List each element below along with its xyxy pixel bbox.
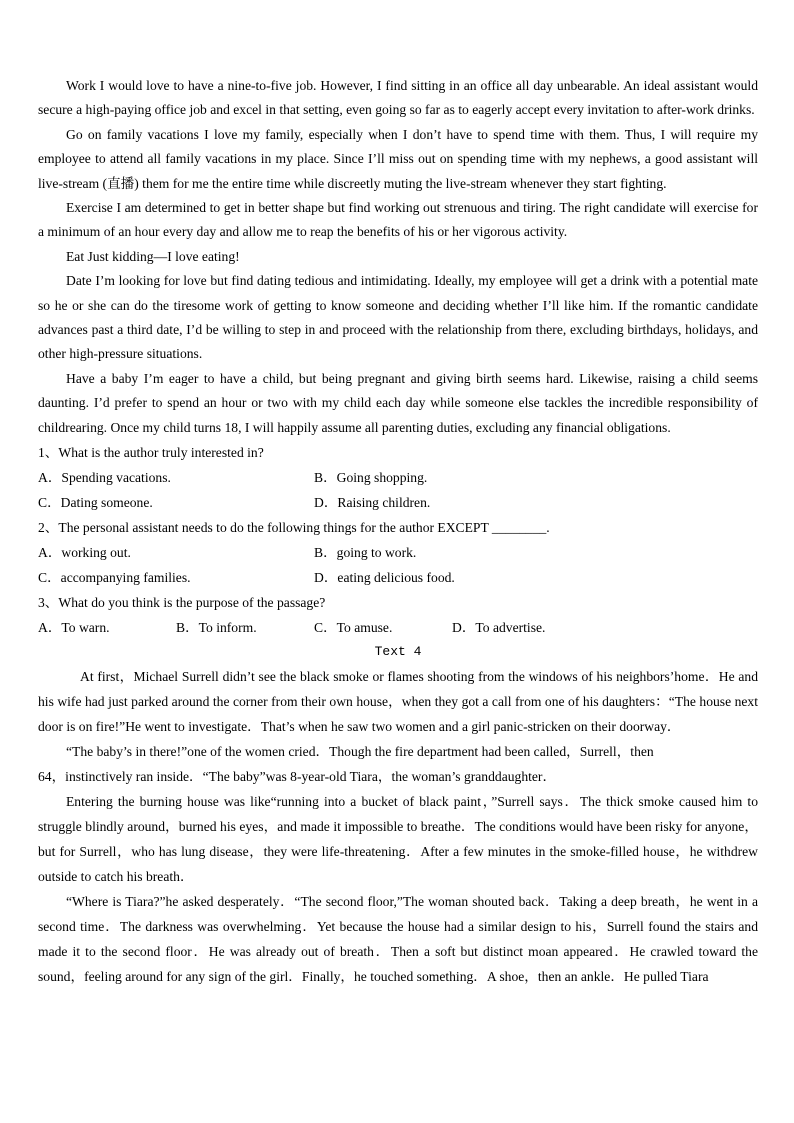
question-2-option-a: A．working out. <box>38 545 131 561</box>
question-2-option-c: C．accompanying families. <box>38 570 191 586</box>
text-4 <box>38 640 758 989</box>
text-4-paragraph-1: At first，Michael Surrell didn’t see the black smoke or flames shooting from the windows of his neighbors’home．He and his wife had just parked around the corner from their own house，when they got a call from one of his daughters：“The house next door is on fire!”He went to investigate．That’s when he saw two women and a girl panic-stricken on their doorway． <box>38 669 758 735</box>
question-2-option-b: B．going to work. <box>314 545 417 561</box>
question-3-option-d: D．To advertise. <box>452 620 546 636</box>
question-2-options-row-2 <box>38 565 758 590</box>
question-1-option-c: C．Dating someone. <box>38 495 153 511</box>
question-3-option-b: B．To inform. <box>176 620 257 636</box>
question-3-stem: 3、What do you think is the purpose of the passage? <box>38 595 326 611</box>
question-3-option-a: A．To warn. <box>38 620 110 636</box>
paragraph-work: Work I would love to have a nine-to-five job. However, I find sitting in an office all day unbearable. An ideal assistant would secure a high-paying office job and excel in that setting, even going so far as to eagerly accept every invitation to after-work drinks. <box>38 78 758 118</box>
paragraph-eat: Eat Just kidding—I love eating! <box>66 248 240 264</box>
text-4-title: Text 4 <box>374 644 422 660</box>
question-3-options-row <box>38 615 758 640</box>
document-page <box>38 74 758 989</box>
text-4-paragraph-4: Entering the burning house was like“running into a bucket of black paint，”Surrell says．The thick smoke caused him to struggle blindly around，burned his eyes，and made it impossible to breathe．The conditions would have been risky for anyone，but for Surrell，who has lung disease，they were life-threatening．After a few minutes in the smoke-filled house，he withdrew outside to catch his breath． <box>38 794 758 885</box>
question-1-option-b: B．Going shopping. <box>314 470 428 486</box>
question-1-option-d: D．Raising children. <box>314 495 431 511</box>
paragraph-baby: Have a baby I’m eager to have a child, but being pregnant and giving birth seems hard. Likewise, raising a child seems daunting. I’d prefer to spend an hour or two with my child each day while someone else tackles the incredible responsibility of childrearing. Once my child turns 18, I will happily assume all parenting duties, excluding any financial obligations. <box>38 370 758 435</box>
question-1-options-row-1 <box>38 465 758 490</box>
question-3-option-c: C．To amuse. <box>314 620 393 636</box>
question-1-options-row-2 <box>38 490 758 515</box>
paragraph-date: Date I’m looking for love but find dating tedious and intimidating. Ideally, my employee will get a drink with a potential mate so he or she can do the tiresome work of getting to know someone and deciding whether I’ll like him. If the romantic candidate advances past a third date, I’d be willing to step in and proceed with the relationship from there, excluding birthdays, holidays, and other high-pressure situations. <box>38 273 758 362</box>
text-4-paragraph-2: “The baby’s in there!”one of the women cried．Though the fire department had been called，Surrell，then <box>66 744 654 760</box>
question-2-option-d: D．eating delicious food. <box>314 570 455 586</box>
text-4-paragraph-5: “Where is Tiara?”he asked desperately．“The second floor,”The woman shouted back．Taking a deep breath，he went in a second time．The darkness was overwhelming．Yet because the house had a similar design to his，Surrell found the stairs and made it to the second floor．He was already out of breath．Then a soft but distinct moan appeared．He crawled toward the sound，feeling around for any sign of the girl．Finally，he touched something．A shoe，then an ankle．He pulled Tiara <box>38 894 758 985</box>
passage-1 <box>38 74 758 440</box>
questions <box>38 440 758 640</box>
question-2-stem: 2、The personal assistant needs to do the following things for the author EXCEPT ________. <box>38 520 550 536</box>
paragraph-exercise: Exercise I am determined to get in better shape but find working out strenuous and tiring. The right candidate will exercise for a minimum of an hour every day and allow me to reap the benefits of his or her vigorous activity. <box>38 200 758 240</box>
question-1-option-a: A．Spending vacations. <box>38 470 171 486</box>
paragraph-vacations: Go on family vacations I love my family, especially when I don’t have to spend time with them. Thus, I will require my employee to attend all family vacations in my place. Since I’ll miss out on spending time with my nephews, a good assistant will live-stream (直播) them for me the entire time while discreetly muting the live-stream whenever they start fighting. <box>38 126 758 191</box>
question-1-stem: 1、What is the author truly interested in? <box>38 445 264 461</box>
question-2-options-row-1 <box>38 540 758 565</box>
text-4-paragraph-3: 64，instinctively ran inside．“The baby”was 8-year-old Tiara，the woman’s granddaughter． <box>38 769 557 785</box>
